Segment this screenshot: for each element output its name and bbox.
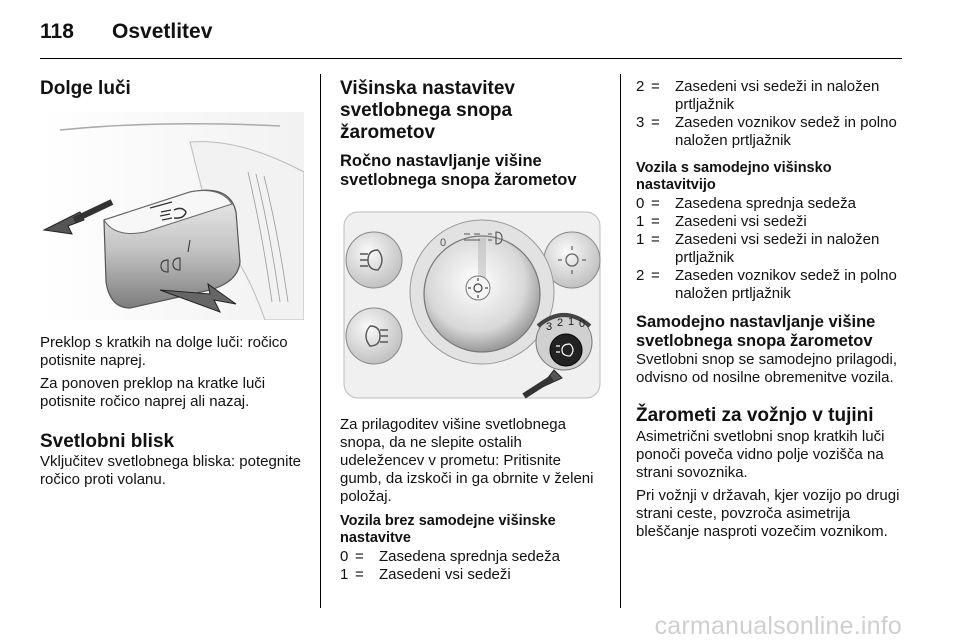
header-rule	[40, 58, 902, 59]
list-item-text: Zasedena sprednja sedeža	[379, 548, 560, 565]
column-divider-2	[620, 74, 621, 608]
list-item	[636, 213, 906, 231]
list-item-text: Zasedena sprednja sedeža	[675, 195, 856, 212]
list-item-equals: =	[355, 566, 364, 583]
no-auto-levelling-list	[340, 548, 604, 584]
high-beam-heading: Dolge luči	[40, 78, 131, 99]
list-item	[340, 548, 604, 566]
list-item-equals: =	[651, 213, 660, 230]
list-item-equals: =	[651, 267, 660, 284]
list-item-equals: =	[355, 548, 364, 565]
list-item-number: 0	[340, 548, 349, 565]
list-item-equals: =	[651, 114, 660, 131]
page-header	[40, 20, 212, 44]
list-item	[340, 566, 604, 584]
auto-levelling-list	[636, 195, 906, 303]
list-item-number: 1	[636, 213, 645, 230]
list-item-number: 3	[636, 114, 645, 131]
column-2	[340, 78, 604, 584]
high-beam-text-1: Preklop s kratkih na dolge luči: ročico potisnite naprej.	[40, 334, 288, 369]
foreign-travel-text-2: Pri vožnji v državah, kjer vozijo po drugi strani ceste, povzroča asimetrija bleščanje nasproti vozečim voznikom.	[636, 487, 900, 540]
list-item-number: 2	[636, 78, 645, 95]
headlight-flash-heading: Svetlobni blisk	[40, 431, 175, 452]
list-item-text: Zasedeni vsi sedeži	[675, 213, 807, 230]
list-item-text: Zasedeni vsi sedeži	[379, 566, 511, 583]
list-item	[636, 231, 906, 267]
column-1	[40, 78, 304, 489]
watermark: carmanualsonline.info	[654, 612, 902, 640]
list-item-equals: =	[651, 78, 660, 95]
page-number: 118	[40, 20, 74, 43]
light-switch-illustration	[340, 202, 604, 402]
high-beam-text-2: Za ponoven preklop na kratke luči potisnite ročico naprej ali nazaj.	[40, 375, 266, 410]
no-auto-levelling-list-continued	[636, 78, 906, 150]
list-item-text: Zasedeni vsi sedeži in naložen prtljažnik	[675, 231, 880, 266]
list-item-number: 1	[340, 566, 349, 583]
list-item-equals: =	[651, 195, 660, 212]
no-auto-levelling-heading: Vozila brez samodejne višinske nastavitve	[340, 513, 556, 546]
headlight-flash-text: Vključitev svetlobnega bliska: potegnite ročico proti volanu.	[40, 453, 301, 488]
list-item	[636, 267, 906, 303]
knob-label-3: 3	[546, 321, 553, 333]
list-item-text: Zaseden voznikov sedež in polno naložen prtljažnik	[675, 267, 897, 302]
page-title: Osvetlitev	[112, 20, 213, 43]
auto-adjust-text: Svetlobni snop se samodejno prilagodi, odvisno od nosilne obremenitve vozila.	[636, 351, 897, 386]
manual-adjust-text: Za prilagoditev višine svetlobnega snopa, da ne slepite ostalih udeležencev v prometu: Pritisnite gumb, da izskoči in ga obrnite v želeni položaj.	[340, 416, 594, 505]
foreign-travel-heading: Žarometi za vožnjo v tujini	[636, 405, 874, 426]
column-3	[636, 78, 906, 541]
knob-label-1: 1	[568, 316, 575, 328]
list-item-text: Zaseden voznikov sedež in polno naložen prtljažnik	[675, 114, 897, 149]
list-item-text: Zasedeni vsi sedeži in naložen prtljažnik	[675, 78, 880, 113]
auto-adjust-heading: Samodejno nastavljanje višine svetlobnega snopa žarometov	[636, 313, 876, 350]
foreign-travel-text-1: Asimetrični svetlobni snop kratkih luči ponoči poveča vidno polje vozišča na strani sovoznika.	[636, 428, 885, 481]
list-item	[636, 78, 906, 114]
column-divider-1	[320, 74, 321, 608]
knob-label-2: 2	[557, 317, 564, 329]
knob-label-0: 0	[440, 237, 447, 249]
list-item-equals: =	[651, 231, 660, 248]
list-item	[636, 195, 906, 213]
list-item-number: 0	[636, 195, 645, 212]
auto-levelling-subheading: Vozila s samodejno višinsko nastavitvijo	[636, 160, 832, 193]
beam-adjust-heading: Višinska nastavitev svetlobnega snopa žarometov	[340, 78, 515, 143]
list-item-number: 1	[636, 231, 645, 248]
manual-adjust-heading: Ročno nastavljanje višine svetlobnega snopa žarometov	[340, 152, 577, 189]
stalk-illustration	[40, 112, 304, 320]
knob-label-0-small: 0	[579, 318, 586, 330]
list-item	[636, 114, 906, 150]
list-item-number: 2	[636, 267, 645, 284]
